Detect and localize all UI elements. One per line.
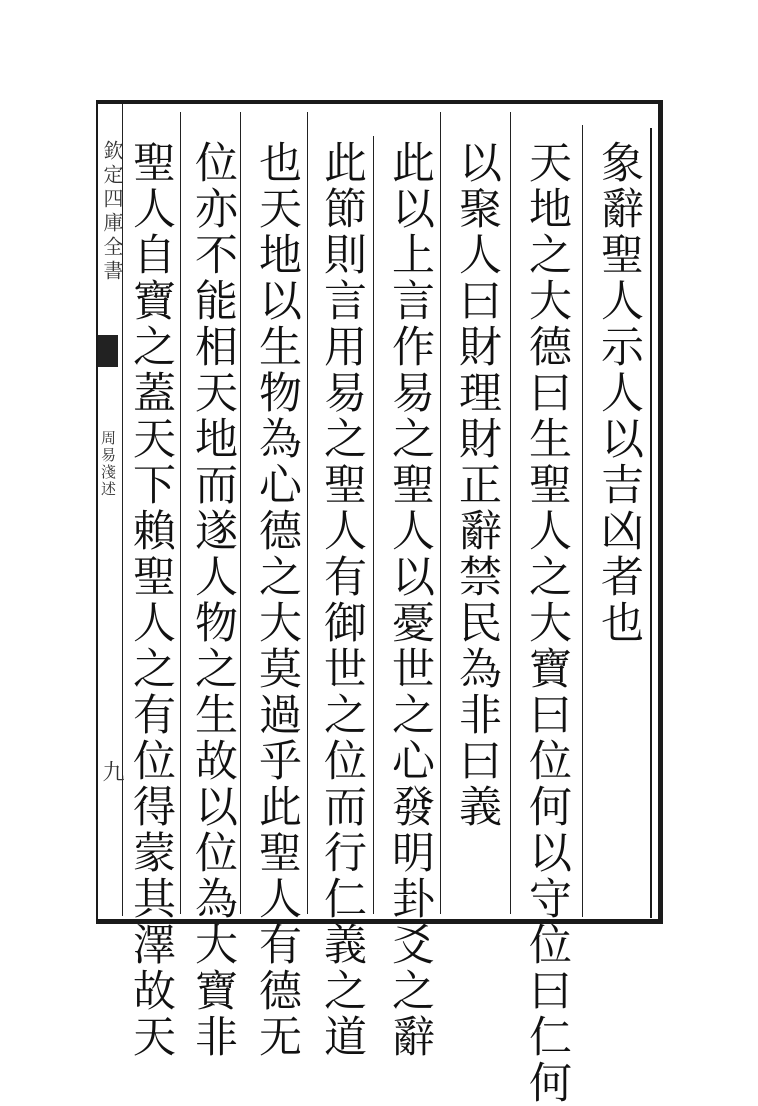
column-rule — [180, 112, 181, 914]
text-column-4: 此以上言作易之聖人以憂世之心發明卦爻之辭 — [385, 140, 435, 1060]
text-column-6: 也天地以生物為心德之大莫過乎此聖人有德无 — [252, 140, 302, 1060]
column-rule — [240, 112, 241, 914]
spine-page-number: 九 — [99, 760, 124, 782]
spine-book-title: 周易淺述 — [99, 430, 117, 498]
spine-title: 欽定四庫全書 — [100, 140, 124, 284]
frame-right-inner-border — [650, 128, 652, 918]
text-column-7: 位亦不能相天地而遂人物之生故以位為大寶非 — [188, 140, 238, 1060]
frame-top-border — [96, 100, 662, 104]
frame-bottom-border — [96, 919, 662, 924]
text-column-8: 聖人自寶之蓋天下賴聖人之有位得蒙其澤故天 — [126, 140, 176, 1060]
text-column-5: 此節則言用易之聖人有御世之位而行仁義之道 — [317, 140, 367, 1060]
column-rule — [582, 125, 583, 917]
column-rule — [373, 136, 374, 914]
text-column-1: 象辭聖人示人以吉凶者也 — [594, 140, 644, 646]
spine-fish-tail-mark — [98, 335, 118, 367]
frame-right-border — [658, 100, 663, 924]
text-column-3: 以聚人曰財理財正辭禁民為非曰義 — [452, 140, 502, 830]
text-column-2: 天地之大德曰生聖人之大寶曰位何以守位曰仁何 — [522, 140, 572, 1106]
column-rule — [440, 112, 441, 914]
column-rule — [510, 112, 511, 914]
column-rule — [307, 112, 308, 914]
